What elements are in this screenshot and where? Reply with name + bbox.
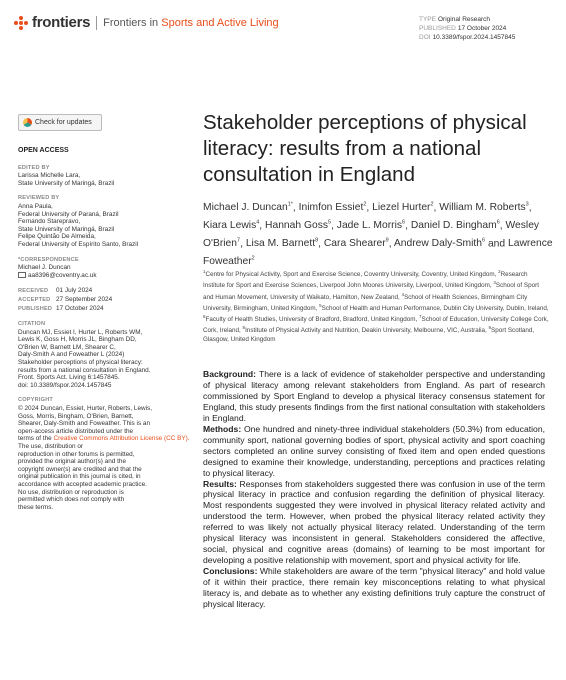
author[interactable]: Michael J. Duncan$^{1*}$ <box>203 202 293 214</box>
affiliations: $^1$Centre for Physical Activity, Sport and Exercise Science, Coventry University, Coventry, United Kingdom, $^2$Research Institute for Sport and Exercise Sciences, Liverpool John Moores University, Liverpool, United Kingdom, $^3$School of Sport and Human Movement, University of Waikato, Hamilton, New Zealand, $^4$School of Health Sciences, Birmingham City University, Birmingham, United Kingdom, $^5$School of Health and Human Performance, Dublin City University, Dublin, Ireland, $^6$Faculty of Health Studies, University of Bradford, Bradford, United Kingdom, $^7$School of Education, University College Cork, Cork, Ireland, $^8$Institute of Physical Activity and Nutrition, Deakin University, Melbourne, VIC, Australia, $^9$Sport Scotland, Glasgow, United Kingdom <box>203 269 549 343</box>
header-divider <box>96 16 97 30</box>
editor-name[interactable]: Larissa Michelle Lara, <box>18 172 81 180</box>
email-icon <box>18 272 26 278</box>
article-sidebar <box>18 147 190 519</box>
author[interactable]: Liezel Hurter$^2$ <box>372 202 434 214</box>
accepted-date: 27 September 2024 <box>56 295 113 303</box>
journal-title[interactable]: Frontiers in Sports and Active Living <box>103 16 279 29</box>
frontiers-logo-icon <box>14 16 28 30</box>
doi[interactable]: 10.3389/fspor.2024.1457845 <box>432 34 516 41</box>
author[interactable]: Jade L. Morris$^6$ <box>336 220 406 232</box>
abstract <box>203 369 545 610</box>
reviewer-name[interactable]: Fernando Starepravo, <box>18 218 81 226</box>
author[interactable]: Kiara Lewis$^4$ <box>203 220 260 232</box>
citation-doi[interactable]: doi: 10.3389/fspor.2024.1457845 <box>18 381 112 389</box>
header-published-date: 17 October 2024 <box>457 25 507 32</box>
dates-section: RECEIVED 01 July 2024 ACCEPTED 27 September 2024 PUBLISHED 17 October 2024 <box>18 287 113 312</box>
article-type: Original Research <box>437 16 491 23</box>
cc-by-license-link[interactable]: Creative Commons Attribution License (CC BY). <box>53 435 190 443</box>
published-date: 17 October 2024 <box>56 304 104 312</box>
article-title: Stakeholder perceptions of physical literacy: results from a national consultation in England <box>203 111 527 186</box>
author[interactable]: Inimfon Essiet$^2$ <box>298 202 367 214</box>
correspondence-section: *CORRESPONDENCE Michael J. Duncan aa8396@coventry.ac.uk <box>18 256 97 279</box>
check-for-updates-button[interactable]: Check for updates <box>18 114 102 131</box>
abstract-background: Background: There is a lack of evidence of stakeholder perspective and understanding of physical literacy among relevant stakeholders from England. As part of research commissioned by Sport England to develop a physical literacy consensus statement for England, this study presents findings from the first national consultation with stakeholders in England. <box>203 369 545 423</box>
open-access-label: OPEN ACCESS <box>18 147 69 154</box>
author[interactable]: Lisa M. Barnett$^8$ <box>245 238 319 250</box>
author[interactable]: William M. Roberts$^3$ <box>439 202 529 214</box>
crossmark-icon <box>23 118 32 127</box>
reviewer-name[interactable]: Anna Paula, <box>18 202 53 210</box>
reviewed-by-section: REVIEWED BY Anna Paula, Federal University of Paraná, Brazil Fernando Starepravo, State University of Maringá, Brazil Felipe Quintão De Almeida, Federal University of Espírito Santo, Brazil <box>18 195 183 248</box>
correspondence-email[interactable]: aa8396@coventry.ac.uk <box>28 271 97 279</box>
received-date: 01 July 2024 <box>56 287 93 295</box>
reviewer-name[interactable]: Felipe Quintão De Almeida, <box>18 233 96 241</box>
author[interactable]: Andrew Daly-Smith$^6$ <box>393 238 486 250</box>
article-info: TYPE Original Research PUBLISHED 17 October 2024 DOI 10.3389/fspor.2024.1457845 <box>419 16 516 41</box>
publisher-name: frontiers <box>32 14 91 31</box>
copyright-section: COPYRIGHT © 2024 Duncan, Essiet, Hurter, Roberts, Lewis, Goss, Morris, Bingham, O'Brien, Barnett, Shearer, Daly-Smith and Foweather. This is an open-access article distributed under the terms of the Creative Commons Attribution License (CC BY). The use, distribution or reproduction in other forums is permitted, provided the original author(s) and the copyright owner(s) are credited and that the original publication in this journal is cited, in accordance with accepted academic practice. No use, distribution or reproduction is permitted which does not comply with these terms. <box>18 397 190 511</box>
abstract-conclusions: Conclusions: While stakeholders are aware of the term "physical literacy" and hold value of it within their practice, there remain key misconceptions relating to what physical literacy is, and debate as to whether any existing definitions truly capture the construct of physical literacy. <box>203 566 546 610</box>
journal-header <box>14 14 279 31</box>
author[interactable]: Wesley O'Brien$^7$ <box>203 220 540 250</box>
journal-name: Sports and Active Living <box>161 16 279 29</box>
edited-by-section: EDITED BY Larissa Michelle Lara, State University of Maringá, Brazil <box>18 165 183 188</box>
author-list: Michael J. Duncan$^{1*}$, Inimfon Essiet$^2$, Liezel Hurter$^2$, William M. Roberts$^3$, Kiara Lewis$^4$, Hannah Goss$^5$, Jade L. Morris$^6$, Daniel D. Bingham$^6$, Wesley O'Brien$^7$, Lisa M. Barnett$^8$, Cara Shearer$^9$, Andrew Daly-Smith$^6$ and Lawrence Foweather$^2$ <box>203 202 553 268</box>
author[interactable]: Hannah Goss$^5$ <box>265 220 332 232</box>
citation-section: CITATION Duncan MJ, Essiet I, Hurter L, Roberts WM, Lewis K, Goss H, Morris JL, Bingham DD, O'Brien W, Barnett LM, Shearer C, Daly-Smith A and Foweather L (2024) Stakeholder perceptions of physical literacy: results from a national consultation in England. Front. Sports Act. Living 6:1457845. doi: 10.3389/fspor.2024.1457845 <box>18 321 183 389</box>
abstract-methods: Methods: One hundred and ninety-three individual stakeholders (50.3%) from education, community sport, national governing bodies of sport, physical activity and sport coaching sectors completed an online survey consisting of fixed item and open ended questions designed to examine their knowledge, understanding, perceptions and practices relating to physical literacy. <box>203 423 545 478</box>
author[interactable]: Cara Shearer$^9$ <box>323 238 389 250</box>
author[interactable]: Daniel D. Bingham$^6$ <box>410 220 500 232</box>
abstract-results: Results: Responses from stakeholders suggested there was confusion in use of the term physical literacy in practice and confusion regarding the definition of physical literacy. Most respondents suggested they were involved in physical literacy related activity and understood the term. However, when probed the physical literacy related activity they referred to was likely not actually physical literacy related. Understanding of the term physical literacy was inconsistent in general. Stakeholders considered the affective, social, physical and cognitive areas (domains) of learning to be most important for developing a positive relationship with movement, sport and physical activity for life. <box>203 478 545 566</box>
author[interactable]: Lawrence Foweather$^2$ <box>203 238 553 268</box>
